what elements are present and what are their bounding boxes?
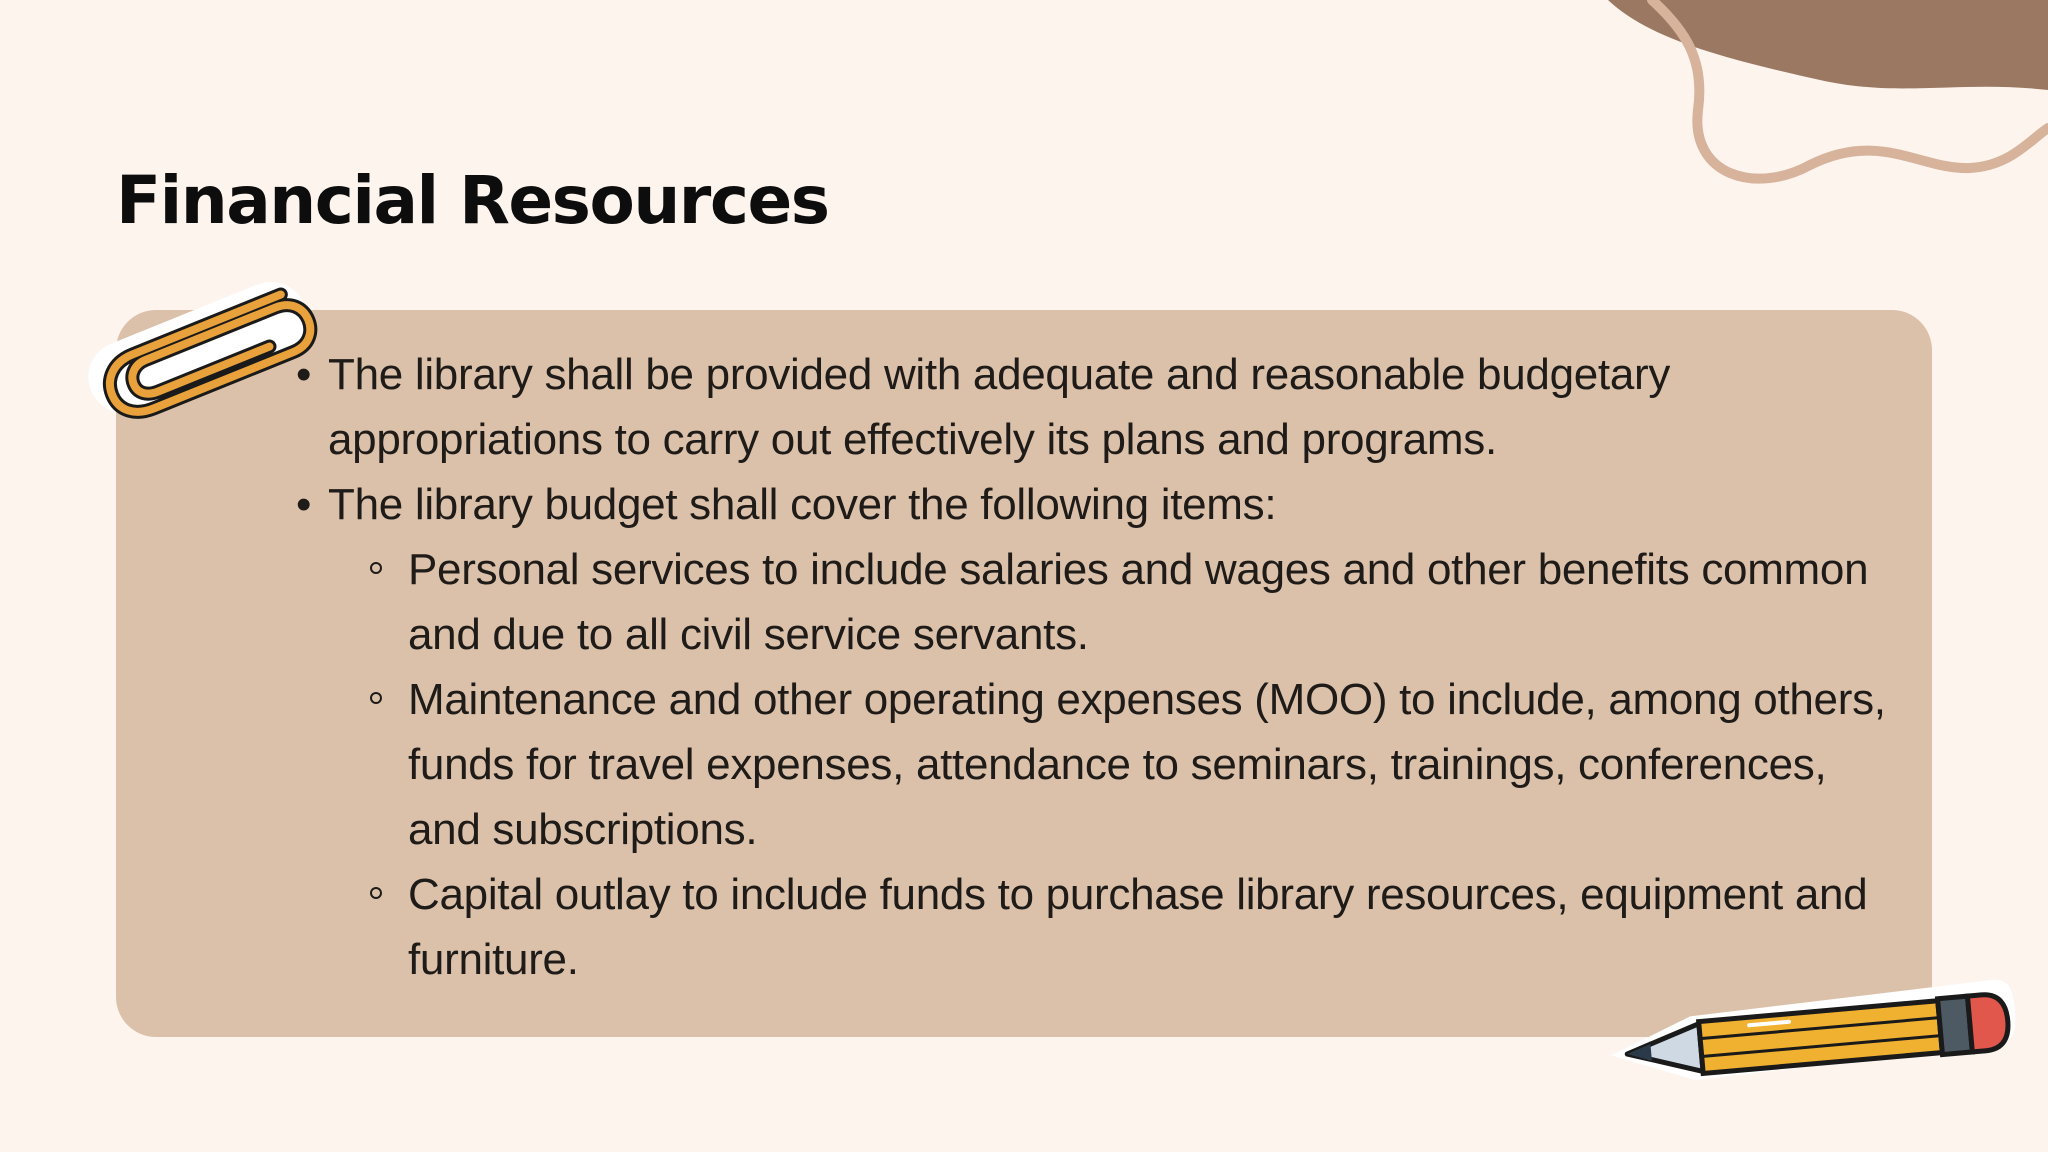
sub-list-item-text: Capital outlay to include funds to purchase library resources, equipment and furniture. [408, 870, 1868, 984]
bullet-list [290, 342, 1910, 992]
hollow-bullet-icon [370, 692, 382, 704]
paper-clip-icon [62, 262, 318, 422]
page-title: Financial Resources [116, 162, 829, 239]
sub-list-item [290, 667, 1910, 862]
brown-blob-shape [1580, 0, 2048, 200]
hollow-bullet-icon [370, 562, 382, 574]
pencil-icon [1600, 972, 2020, 1092]
sub-list-item-text: Personal services to include salaries and wages and other benefits common and due to all civil service servants. [408, 545, 1869, 659]
bullet-icon: • [296, 350, 312, 399]
list-item-text: The library budget shall cover the following items: [328, 480, 1277, 529]
bullet-icon: • [296, 480, 312, 529]
sub-list-item-text: Maintenance and other operating expenses (MOO) to include, among others, funds for travel expenses, attendance to seminars, trainings, conferences, and subscriptions. [408, 675, 1886, 854]
sub-list-item [290, 537, 1910, 667]
list-item [290, 472, 1910, 537]
list-item [290, 342, 1910, 472]
list-item-text: The library shall be provided with adequate and reasonable budgetary appropriations to carry out effectively its plans and programs. [328, 350, 1671, 464]
hollow-bullet-icon [370, 887, 382, 899]
